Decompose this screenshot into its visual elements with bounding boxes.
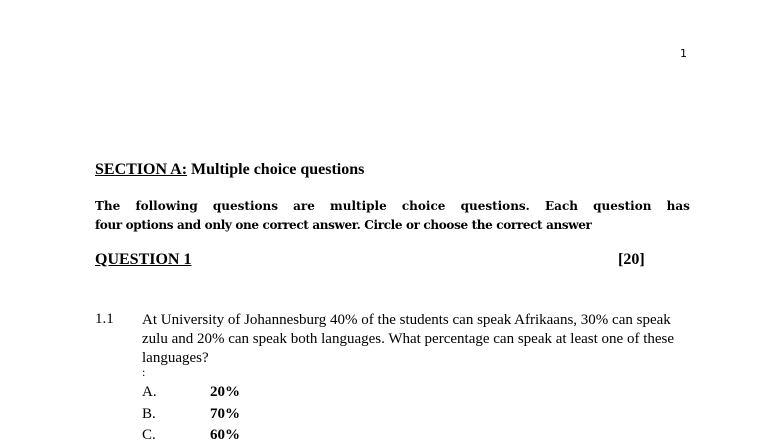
section-title <box>95 161 364 179</box>
instruction-word: questions <box>212 199 278 213</box>
instruction-word: Each <box>545 199 578 213</box>
instruction-word: has <box>666 199 690 213</box>
instruction-word: questions. <box>460 199 530 213</box>
instruction-word: are <box>293 199 315 213</box>
option-letter-b[interactable]: B. <box>142 406 156 422</box>
instruction-word: choice <box>401 199 446 213</box>
option-letter-c[interactable]: C. <box>142 427 156 443</box>
instruction-word: following <box>135 199 198 213</box>
instructions-line-2: four options and only one correct answer. Circle or choose the correct answer <box>95 218 592 232</box>
question-marks: [20] <box>618 251 645 268</box>
section-title-prefix: SECTION A: <box>95 161 188 178</box>
option-value-c[interactable]: 60% <box>210 427 240 443</box>
page-number: 1 <box>680 47 687 60</box>
option-letter-a[interactable]: A. <box>142 384 157 400</box>
instruction-word: question <box>593 199 652 213</box>
option-value-a[interactable]: 20% <box>210 384 240 400</box>
instructions-line-1 <box>95 199 690 213</box>
question-marker: : <box>142 365 146 379</box>
section-title-rest: Multiple choice questions <box>187 161 365 178</box>
option-value-b[interactable]: 70% <box>210 406 240 422</box>
instruction-word: multiple <box>330 199 387 213</box>
instruction-word: The <box>95 199 121 213</box>
question-number: 1.1 <box>95 311 114 327</box>
question-text: At University of Johannesburg 40% of the students can speak Afrikaans, 30% can speak zulu and 20% can speak both languages. What percentage can speak at least one of these languages? <box>142 312 675 366</box>
question-heading: QUESTION 1 <box>95 251 192 268</box>
